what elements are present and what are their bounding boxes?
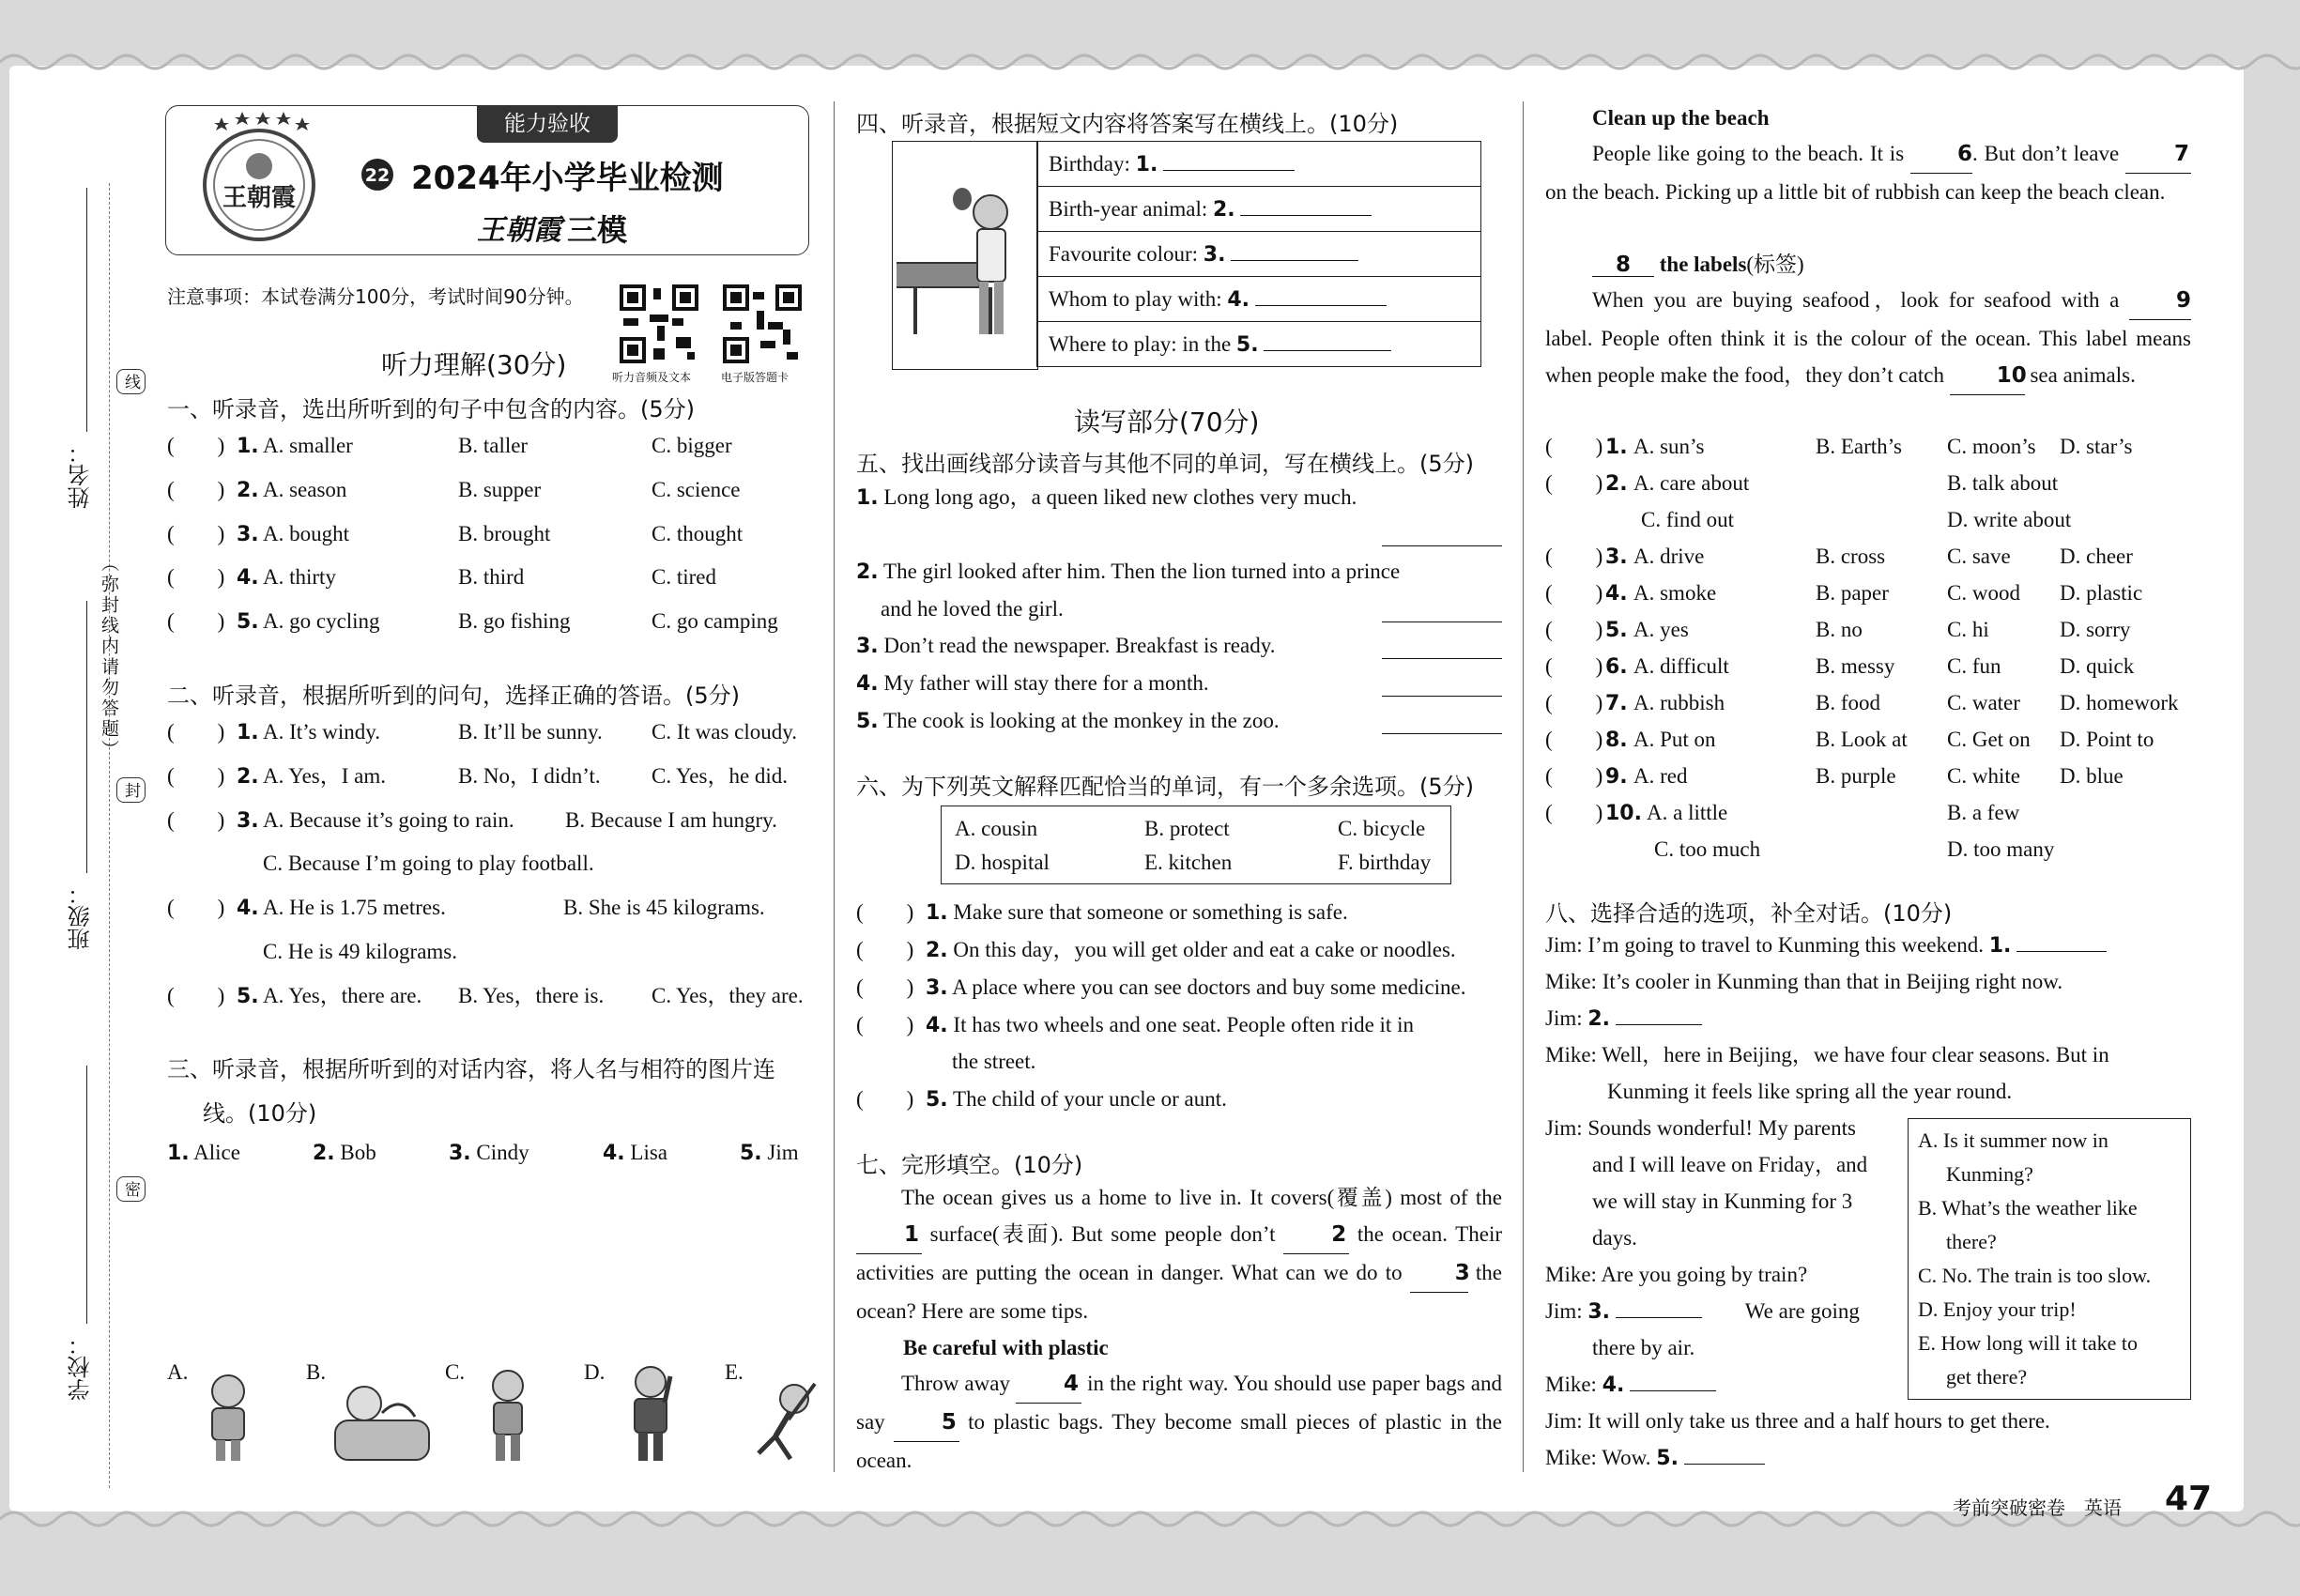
d4-text: Well，here in Beijing，we have four clear seasons. But in bbox=[1602, 1043, 2109, 1067]
p2-q3-c: C. Because I’m going to play football. bbox=[263, 852, 594, 875]
p3-name5-num: 5. bbox=[740, 1142, 762, 1165]
p3-name5: Jim bbox=[767, 1141, 799, 1164]
binding-warning: （弥封线内请勿答题） bbox=[99, 554, 119, 760]
personal-info-table bbox=[1036, 141, 1481, 367]
p7-heading-labels-cn: (标签) bbox=[1746, 253, 1804, 276]
p7-p1-text-a: The ocean gives us a home to live in. It covers(覆盖) most of the bbox=[901, 1186, 1502, 1209]
cloze-q5-c: C. hi bbox=[1947, 618, 1989, 641]
p7-p2-text-a: Throw away bbox=[901, 1372, 1017, 1395]
p7-p4-text-c: label. People often think it is the colour of the ocean. This label means when people make the food，they don’t catch bbox=[1545, 327, 2191, 387]
p3-name2-num: 2. bbox=[313, 1142, 335, 1165]
logo-text: 王朝霞 bbox=[222, 184, 297, 212]
p1-q5-a: A. go cycling bbox=[263, 609, 380, 633]
page-number: 47 bbox=[2165, 1480, 2213, 1518]
school-line bbox=[86, 1066, 87, 1324]
p7-p3-text-a: People like going to the beach. It is bbox=[1592, 142, 1910, 165]
cloze-q8-a: A. Put on bbox=[1633, 728, 1716, 751]
p6-q2-text: On this day，you will get older and eat a cake or noodles. bbox=[953, 938, 1456, 961]
p3-name3-num: 3. bbox=[449, 1142, 471, 1165]
p6-option-d: D. hospital bbox=[955, 851, 1050, 874]
cloze-q8-c: C. Get on bbox=[1947, 728, 2031, 751]
d6-text: Are you going by train? bbox=[1601, 1263, 1808, 1286]
p1-q1-num: 1. bbox=[237, 435, 259, 458]
p6-option-a: A. cousin bbox=[955, 817, 1038, 840]
p2-q3-a: A. Because it’s going to rain. bbox=[263, 808, 514, 832]
p7-paragraph-3 bbox=[1545, 135, 2191, 210]
cloze-blank-6[interactable]: 6 bbox=[1910, 136, 1972, 174]
p8-option-e-l2: get there? bbox=[1946, 1365, 2028, 1389]
part6-title: 六、为下列英文解释匹配恰当的单词，有一个多余选项。(5分) bbox=[856, 774, 1474, 800]
p3-name4: Lisa bbox=[630, 1141, 668, 1164]
cloze-blank-8[interactable]: 8 bbox=[1592, 254, 1654, 277]
info-row5-blank[interactable] bbox=[1264, 350, 1391, 351]
cloze-q9-d: D. blue bbox=[2060, 764, 2124, 788]
exam-number: 22 bbox=[364, 165, 391, 186]
number-circle bbox=[360, 158, 394, 192]
d10-text: Wow. bbox=[1602, 1446, 1657, 1469]
part5-title: 五、找出画线部分读音与其他不同的单词，写在横线上。(5分) bbox=[856, 451, 1474, 477]
p6-q5-text: The child of your uncle or aunt. bbox=[953, 1087, 1227, 1111]
p1-q3-c: C. thought bbox=[652, 522, 744, 545]
info-row5-label: Where to play: in the bbox=[1049, 331, 1236, 356]
pic-label-e: E. bbox=[725, 1360, 744, 1384]
cloze-q8-b: B. Look at bbox=[1816, 728, 1908, 751]
cloze-q2-num: 2. bbox=[1605, 472, 1628, 496]
d5-text3: we will stay in Kunming for 3 bbox=[1592, 1189, 1853, 1213]
p5-s1-blank[interactable] bbox=[1382, 545, 1502, 546]
d1-speaker: Jim: bbox=[1545, 933, 1588, 957]
cloze-q8-d: D. Point to bbox=[2060, 728, 2154, 751]
info-row2-label: Birth-year animal: bbox=[1049, 196, 1213, 221]
p6-q3-num: 3. bbox=[926, 976, 948, 1000]
info-row1-blank[interactable] bbox=[1163, 170, 1295, 171]
cloze-q5-num: 5. bbox=[1605, 619, 1628, 642]
picture-c-child-standing bbox=[475, 1367, 541, 1465]
cloze-q7-d: D. homework bbox=[2060, 691, 2179, 714]
cloze-q5-a: A. yes bbox=[1633, 618, 1689, 641]
p1-q2-a: A. season bbox=[263, 478, 347, 501]
part1-items: ( ) 1. A. smaller B. taller C. bigger ( ) 2. A. season B. supper C. science ( ) 3. A. bought B. brought C. thought ( ) 4. A. thirty B. third C. tired ( ) 5. A. go cycling B. go fishing C. go camping bbox=[167, 434, 778, 634]
d3-speaker: Jim: bbox=[1545, 1006, 1588, 1030]
info-row2-blank[interactable] bbox=[1240, 215, 1372, 216]
ping-pong-picture bbox=[897, 150, 1032, 362]
p8-option-b-l1: B. What’s the weather like bbox=[1918, 1196, 2138, 1220]
cloze-q3-d: D. cheer bbox=[2060, 545, 2133, 568]
d10-num: 5. bbox=[1656, 1447, 1679, 1470]
binding-line bbox=[109, 183, 110, 1488]
p1-q1-b: B. taller bbox=[458, 434, 529, 457]
p3-name1-num: 1. bbox=[167, 1142, 190, 1165]
d5-text: Sounds wonderful! My parents bbox=[1587, 1116, 1856, 1140]
p1-q5-num: 5. bbox=[237, 610, 259, 634]
seal-mark-secret: 密 bbox=[116, 1176, 146, 1202]
cloze-q3-b: B. cross bbox=[1816, 545, 1886, 568]
p2-q1-num: 1. bbox=[237, 721, 259, 744]
d5-text4: days. bbox=[1592, 1226, 1637, 1250]
d8-speaker: Mike: bbox=[1545, 1373, 1602, 1396]
p7-p1-text-e: the ocean? Here are some tips. bbox=[856, 1261, 1502, 1323]
dialogue-blank-5[interactable] bbox=[1684, 1464, 1765, 1465]
d1-num: 1. bbox=[1988, 934, 2012, 958]
p5-s4-blank[interactable] bbox=[1382, 695, 1502, 697]
pic-label-a: A. bbox=[167, 1360, 189, 1384]
d1-text: I’m going to travel to Kunming this weekend. bbox=[1587, 933, 1989, 957]
p3-name1: Alice bbox=[193, 1141, 240, 1164]
p1-q3-b: B. brought bbox=[458, 522, 551, 545]
p5-s4-text: My father will stay there for a month. bbox=[883, 671, 1209, 695]
d7-text: We are going bbox=[1744, 1299, 1860, 1323]
p7-paragraph-4 bbox=[1545, 282, 2191, 395]
cloze-blank-7[interactable]: 7 bbox=[2125, 136, 2191, 174]
p2-q4-c: C. He is 49 kilograms. bbox=[263, 940, 457, 963]
p6-option-b: B. protect bbox=[1144, 817, 1230, 840]
qr-code-audio[interactable] bbox=[620, 284, 698, 363]
cloze-q5-d: D. sorry bbox=[2060, 618, 2131, 641]
class-line bbox=[86, 601, 87, 873]
p1-q4-c: C. tired bbox=[652, 565, 716, 589]
part4-title: 四、听录音，根据短文内容将答案写在横线上。(10分) bbox=[856, 111, 1399, 137]
p2-q1-b: B. It’ll be sunny. bbox=[458, 720, 603, 744]
cloze-q2-c: C. find out bbox=[1641, 508, 1735, 531]
listening-title: 听力理解(30分) bbox=[381, 349, 567, 380]
p7-p4-text-a: When you are buying seafood，look for seafood with a bbox=[1592, 288, 2129, 312]
p1-q5-c: C. go camping bbox=[652, 609, 778, 633]
name-line bbox=[86, 188, 87, 432]
p5-s3-text: Don’t read the newspaper. Breakfast is ready. bbox=[883, 634, 1276, 657]
cloze-q5-b: B. no bbox=[1816, 618, 1863, 641]
cloze-choices: ( ) 1. A. sun’s B. Earth’s C. moon’s D. star’s ( ) 2. A. care about B. talk about C. find out D. write about ( ) 3. A. drive B. cross C. save D. cheer ( ) 4. A. smoke B. paper C. wood D. plastic ( ) 5. A. yes B. no C. hi D. sorry ( ) 6. A. difficult B. messy C. fun D. quick ( ) 7. A. rubbish B. food C. water D. homework ( ) 8. A. Put on B. Look at C. Get on D. Point to ( ) 9. A. red B. purple C. white D. blue ( ) 10. A. a little B. a few C. too much D. too many bbox=[1545, 435, 2179, 861]
p1-q4-b: B. third bbox=[458, 565, 525, 589]
p7-p1-text-c: surface(表面). But some people don’t bbox=[922, 1222, 1284, 1246]
brand-name: 王朝霞 bbox=[477, 214, 561, 247]
p1-q2-c: C. science bbox=[652, 478, 741, 501]
dialogue-blank-2[interactable] bbox=[1616, 1024, 1702, 1025]
exam-subtitle: 三模 bbox=[567, 212, 628, 248]
d10-speaker: Mike: bbox=[1545, 1446, 1602, 1469]
cloze-q7-num: 7. bbox=[1605, 692, 1628, 715]
cloze-q10-d: D. too many bbox=[1947, 837, 2055, 861]
cloze-q3-num: 3. bbox=[1605, 545, 1628, 569]
p2-q4-b: B. She is 45 kilograms. bbox=[563, 896, 765, 919]
p5-s1-text: Long long ago，a queen liked new clothes very much. bbox=[883, 485, 1357, 509]
d7-text2: there by air. bbox=[1592, 1336, 1695, 1359]
d7-num: 3. bbox=[1587, 1300, 1611, 1324]
p6-option-e: E. kitchen bbox=[1144, 851, 1233, 874]
p5-s2-line2: and he loved the girl. bbox=[881, 597, 1064, 621]
picture-d-child-saluting bbox=[618, 1361, 683, 1465]
seal-mark-seal: 封 bbox=[116, 777, 146, 803]
p5-s5-blank[interactable] bbox=[1382, 732, 1502, 734]
pic-label-d: D. bbox=[584, 1360, 606, 1384]
p1-q3-num: 3. bbox=[237, 523, 259, 546]
p7-heading-beach: Clean up the beach bbox=[1592, 106, 1770, 130]
p3-name2: Bob bbox=[340, 1141, 376, 1164]
qr-label-answer-sheet: 电子版答题卡 bbox=[721, 371, 790, 384]
p2-q5-b: B. Yes，there is. bbox=[458, 984, 605, 1007]
p6-q4-text: It has two wheels and one seat. People often ride it in bbox=[953, 1013, 1414, 1036]
cloze-blank-2[interactable]: 2 bbox=[1283, 1217, 1349, 1254]
footer-text: 考前突破密卷 英语 bbox=[1953, 1496, 2122, 1519]
cloze-q6-d: D. quick bbox=[2060, 654, 2135, 678]
p6-option-c: C. bicycle bbox=[1338, 817, 1426, 840]
d7-speaker: Jim: bbox=[1545, 1299, 1588, 1323]
p7-p2-text-d: to plastic bags. They become small pieces of plastic in the ocean. bbox=[856, 1410, 1502, 1472]
part2-items: ( ) 1. A. It’s windy. B. It’ll be sunny. C. It was cloudy. ( ) 2. A. Yes，I am. B. No，I didn’t. C. Yes，he did. ( ) 3. A. Because it’s going to rain. B. Because I am hungry. C. Because I’m going to play football. ( ) 4. A. He is 1.75 metres. B. She is 45 kilograms. C. He is 49 kilograms. ( ) 5. A. Yes，there are. B. Yes，there is. C. Yes，they are. bbox=[167, 720, 804, 1008]
cloze-q9-b: B. purple bbox=[1816, 764, 1896, 788]
p8-option-a-l1: A. Is it summer now in bbox=[1918, 1128, 2108, 1152]
p6-q3-text: A place where you can see doctors and buy some medicine. bbox=[952, 975, 1466, 999]
p2-q2-b: B. No，I didn’t. bbox=[458, 764, 601, 788]
cloze-q2-a: A. care about bbox=[1633, 471, 1750, 495]
info-row4-num: 4. bbox=[1227, 287, 1250, 312]
d6-speaker: Mike: bbox=[1545, 1263, 1602, 1286]
part3-title-line1: 三、听录音，根据所听到的对话内容，将人名与相符的图片连 bbox=[167, 1056, 775, 1082]
cloze-q4-c: C. wood bbox=[1947, 581, 2020, 605]
seal-mark-line: 线 bbox=[116, 369, 146, 394]
d8-num: 4. bbox=[1602, 1373, 1625, 1397]
cloze-q9-a: A. red bbox=[1633, 764, 1688, 788]
p5-s5-text: The cook is looking at the monkey in the zoo. bbox=[883, 709, 1280, 732]
d5-text2: and I will leave on Friday，and bbox=[1592, 1153, 1868, 1176]
p6-q1-num: 1. bbox=[926, 901, 948, 925]
p1-q1-a: A. smaller bbox=[263, 434, 353, 457]
d4-speaker: Mike: bbox=[1545, 1043, 1602, 1067]
info-row4-blank[interactable] bbox=[1255, 305, 1387, 306]
p1-q2-num: 2. bbox=[237, 479, 259, 502]
p7-paragraph-2 bbox=[856, 1365, 1502, 1479]
part2-title: 二、听录音，根据所听到的问句，选择正确的答语。(5分) bbox=[167, 683, 740, 709]
cloze-q1-c: C. moon’s bbox=[1947, 435, 2036, 458]
cloze-q1-d: D. star’s bbox=[2060, 435, 2133, 458]
p5-s2-blank[interactable] bbox=[1382, 621, 1502, 622]
notice-text: 注意事项：本试卷满分100分，考试时间90分钟。 bbox=[167, 285, 584, 308]
cloze-q6-b: B. messy bbox=[1816, 654, 1895, 678]
cloze-q2-b: B. talk about bbox=[1947, 471, 2059, 495]
dialogue-blank-1[interactable] bbox=[2016, 951, 2107, 952]
reading-title: 读写部分(70分) bbox=[1074, 407, 1260, 437]
p5-s1-num: 1. bbox=[856, 486, 879, 510]
cloze-q10-b: B. a few bbox=[1947, 801, 2020, 824]
p7-p3-text-d: on the beach. Picking up a little bit of rubbish can keep the beach clean. bbox=[1545, 180, 2166, 204]
p7-p1-text-d: the ocean. Their activities are putting the ocean in danger. What can we do to bbox=[856, 1222, 1502, 1284]
info-row1-label: Birthday: bbox=[1049, 151, 1136, 176]
cloze-blank-10[interactable]: 10 bbox=[1950, 358, 2025, 395]
p1-q1-c: C. bigger bbox=[652, 434, 732, 457]
cloze-q10-c: C. too much bbox=[1654, 837, 1761, 861]
cloze-q1-a: A. sun’s bbox=[1633, 435, 1705, 458]
p8-option-a-l2: Kunming? bbox=[1946, 1162, 2033, 1186]
exam-title: 2024年小学毕业检测 bbox=[411, 160, 724, 197]
cloze-q3-c: C. save bbox=[1947, 545, 2011, 568]
cloze-q6-c: C. fun bbox=[1947, 654, 2001, 678]
d9-text: It will only take us three and a half hours to get there. bbox=[1587, 1409, 2050, 1433]
cloze-q10-num: 10. bbox=[1605, 802, 1642, 825]
p2-q1-c: C. It was cloudy. bbox=[652, 720, 798, 744]
header-badge: 能力验收 bbox=[477, 105, 618, 143]
cloze-blank-9[interactable]: 9 bbox=[2129, 283, 2191, 320]
info-row5-num: 5. bbox=[1235, 332, 1259, 357]
p5-s3-blank[interactable] bbox=[1382, 657, 1502, 659]
d3-num: 2. bbox=[1587, 1007, 1611, 1031]
cloze-q4-b: B. paper bbox=[1816, 581, 1889, 605]
p7-p2-text-c: in the right way. You should use paper bags and say bbox=[856, 1372, 1502, 1434]
d9-speaker: Jim: bbox=[1545, 1409, 1588, 1433]
p2-q5-c: C. Yes，they are. bbox=[652, 984, 804, 1007]
cloze-q6-num: 6. bbox=[1605, 655, 1628, 679]
p5-s3-num: 3. bbox=[856, 635, 879, 658]
p7-p4-text-d: sea animals. bbox=[2024, 363, 2136, 387]
dialogue-blank-3[interactable] bbox=[1616, 1317, 1702, 1318]
picture-e-child-jumping bbox=[747, 1371, 822, 1465]
column-divider-2 bbox=[1523, 101, 1524, 1472]
info-row3-label: Favourite colour: bbox=[1049, 241, 1204, 266]
p6-option-box bbox=[941, 806, 1451, 884]
class-label: 班级： bbox=[68, 882, 94, 950]
p8-option-c: C. No. The train is too slow. bbox=[1918, 1264, 2152, 1287]
p5-s4-num: 4. bbox=[856, 672, 879, 696]
cloze-blank-5[interactable]: 5 bbox=[894, 1404, 959, 1442]
picture-b-child-in-bed bbox=[330, 1375, 434, 1465]
p3-name4-num: 4. bbox=[603, 1142, 625, 1165]
cloze-q1-num: 1. bbox=[1605, 436, 1628, 459]
p5-s2-num: 2. bbox=[856, 560, 879, 584]
cloze-q2-d: D. write about bbox=[1947, 508, 2072, 531]
p1-q4-a: A. thirty bbox=[263, 565, 336, 589]
cloze-q4-num: 4. bbox=[1605, 582, 1628, 606]
p8-option-b-l2: there? bbox=[1946, 1230, 1997, 1253]
cloze-blank-3[interactable]: 3 bbox=[1410, 1255, 1468, 1293]
p8-option-d: D. Enjoy your trip! bbox=[1918, 1297, 2077, 1321]
part1-title: 一、听录音，选出所听到的句子中包含的内容。(5分) bbox=[167, 396, 695, 422]
cloze-q7-c: C. water bbox=[1947, 691, 2020, 714]
p1-q2-b: B. supper bbox=[458, 478, 542, 501]
school-label: 学校： bbox=[68, 1333, 94, 1401]
info-row2-num: 2. bbox=[1213, 197, 1235, 222]
p1-q5-b: B. go fishing bbox=[458, 609, 571, 633]
p2-q4-a: A. He is 1.75 metres. bbox=[263, 896, 446, 919]
p7-p3-text-c: . But don’t leave bbox=[1971, 142, 2125, 165]
qr-code-answer-sheet[interactable] bbox=[723, 284, 802, 363]
name-label: 姓名： bbox=[68, 441, 94, 509]
p2-q1-a: A. It’s windy. bbox=[263, 720, 381, 744]
p2-q5-num: 5. bbox=[237, 985, 259, 1008]
p8-option-e-l1: E. How long will it take to bbox=[1918, 1331, 2139, 1355]
p2-q2-a: A. Yes，I am. bbox=[263, 764, 386, 788]
p2-q3-num: 3. bbox=[237, 809, 259, 833]
brand-logo bbox=[184, 108, 334, 249]
cloze-q7-a: A. rubbish bbox=[1633, 691, 1725, 714]
part7-title: 七、完形填空。(10分) bbox=[856, 1152, 1083, 1178]
p6-q2-num: 2. bbox=[926, 939, 948, 962]
p6-q1-text: Make sure that someone or something is safe. bbox=[953, 900, 1348, 924]
picture-a-child-holding-stomach bbox=[195, 1371, 261, 1465]
cloze-blank-4[interactable]: 4 bbox=[1016, 1366, 1081, 1404]
column-divider-1 bbox=[834, 101, 835, 1472]
info-row3-blank[interactable] bbox=[1231, 260, 1358, 261]
cloze-q4-d: D. plastic bbox=[2060, 581, 2143, 605]
p7-heading-labels: the labels bbox=[1654, 253, 1747, 276]
p2-q2-num: 2. bbox=[237, 765, 259, 789]
p5-s2-line1: The girl looked after him. Then the lion turned into a prince bbox=[883, 560, 1401, 583]
p2-q2-c: C. Yes，he did. bbox=[652, 764, 789, 788]
cloze-q7-b: B. food bbox=[1816, 691, 1880, 714]
d2-speaker: Mike: bbox=[1545, 970, 1602, 993]
cloze-q6-a: A. difficult bbox=[1633, 654, 1729, 678]
p5-s5-num: 5. bbox=[856, 710, 879, 733]
p6-q4-num: 4. bbox=[926, 1014, 948, 1037]
info-row1-num: 1. bbox=[1135, 152, 1158, 176]
cloze-q1-b: B. Earth’s bbox=[1816, 435, 1902, 458]
cloze-q3-a: A. drive bbox=[1633, 545, 1705, 568]
p6-q4-text2: the street. bbox=[952, 1050, 1036, 1073]
pic-label-c: C. bbox=[445, 1360, 466, 1384]
p2-q3-b: B. Because I am hungry. bbox=[565, 808, 777, 832]
info-row4-label: Whom to play with: bbox=[1049, 286, 1228, 311]
p1-q4-num: 4. bbox=[237, 566, 259, 590]
dialogue-blank-4[interactable] bbox=[1630, 1390, 1716, 1391]
p8-options-box bbox=[1908, 1118, 2191, 1400]
info-row3-num: 3. bbox=[1203, 242, 1226, 267]
cloze-q9-num: 9. bbox=[1605, 765, 1628, 789]
cloze-q8-num: 8. bbox=[1605, 729, 1628, 752]
qr-label-audio: 听力音频及文本 bbox=[612, 371, 692, 384]
p7-heading-plastic: Be careful with plastic bbox=[903, 1336, 1109, 1359]
part3-title-line2: 线。(10分) bbox=[203, 1100, 317, 1127]
p7-paragraph-1 bbox=[856, 1179, 1502, 1329]
top-wavy-border bbox=[0, 49, 2300, 75]
pic-label-b: B. bbox=[306, 1360, 327, 1384]
part8-title: 八、选择合适的选项，补全对话。(10分) bbox=[1545, 900, 1953, 927]
p3-name3: Cindy bbox=[476, 1141, 529, 1164]
p6-q5-num: 5. bbox=[926, 1088, 948, 1112]
d4-text2: Kunming it feels like spring all the year round. bbox=[1607, 1080, 2013, 1103]
p2-q4-num: 4. bbox=[237, 897, 259, 920]
p1-q3-a: A. bought bbox=[263, 522, 349, 545]
p6-option-f: F. birthday bbox=[1338, 851, 1432, 874]
d2-text: It’s cooler in Kunming than that in Beijing right now. bbox=[1602, 970, 2063, 993]
p2-q5-a: A. Yes，there are. bbox=[263, 984, 422, 1007]
cloze-blank-1[interactable]: 1 bbox=[856, 1217, 922, 1254]
cloze-q4-a: A. smoke bbox=[1633, 581, 1717, 605]
cloze-q10-a: A. a little bbox=[1647, 801, 1728, 824]
cloze-q9-c: C. white bbox=[1947, 764, 2020, 788]
d5-speaker: Jim: bbox=[1545, 1116, 1588, 1140]
